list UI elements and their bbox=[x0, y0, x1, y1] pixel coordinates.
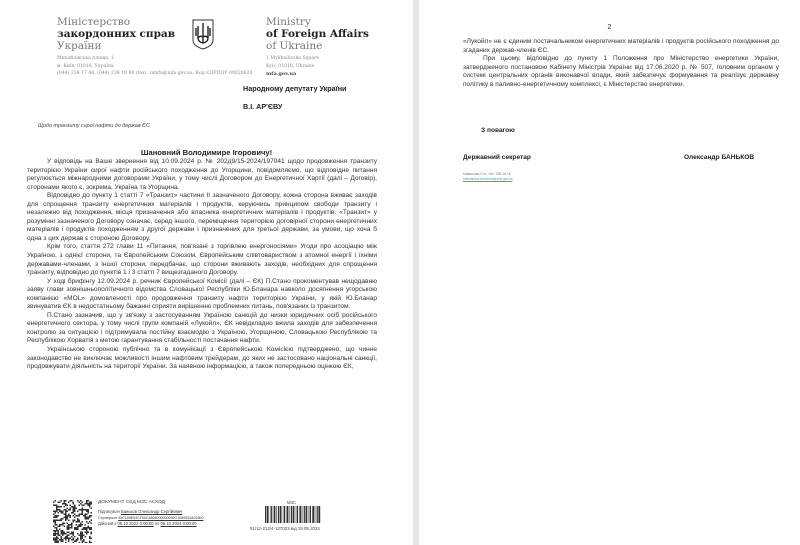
signer-name: Олександр БАНЬКОВ bbox=[684, 154, 755, 161]
paragraph: Крім того, стаття 272 глави 11 «Питання, пов'язані з торгівлею енергоносіями» Угоди про асоціацію між Україною, з однієї сторони, та Європейським Союзом, Європейським співтовариством з атомної енергії і їхніми державами-членами, з іншої сторони, передбачає, що сторони вживають заходів, необхідних для спрощення транзиту, відповідно до пунктів 1 і 3 статті 7 вищезгаданого Договору. bbox=[27, 243, 377, 277]
registration-org: МЗС bbox=[287, 500, 296, 505]
certificate-value: 45C189E53CF00C4804000000036C1080003A01800 bbox=[118, 516, 204, 520]
document-page-2 bbox=[419, 0, 800, 545]
valid-from: 05.10.2022 0:00:00 bbox=[117, 521, 154, 526]
trident-coat-of-arms-icon bbox=[191, 18, 215, 50]
letter-body-page2 bbox=[463, 38, 779, 89]
paragraph: П.Стано зазначив, що у зв'язку з застосуванням Україною санкцій до низки юридичних осіб російського енергетичного сектора, у тому числі групи компаній «Лукойл», ЄК невідкладно вжила заходів для забезпечення контролю за ситуацією і підтримувала постійну взаємодію з Україною, Угорщиною, Словацькою Республікою та Республікою Хорватія з метою гарантування стабільності постачання нафти. bbox=[27, 311, 377, 345]
ministry-name-line2: закордонних справ bbox=[57, 28, 176, 40]
paragraph: Українською стороною публічно та в комунікації з Європейською Комісією підтверджено, що чинне законодавство не виключає можливості іншим нафтовим трейдерам, до яких не застосовано національні санкції, продовжувати діяльність на території України. За наявною інформацією, а також попередньою оцінкою ЄК, bbox=[27, 346, 377, 371]
paragraph: У ході брифінгу 12.09.2024 р. речник Європейської Комісії (далі – ЄК) П.Стано прокоментував нещодавню заяву глави зовнішньополітичного відомства Словацької Республіки Ю.Бланара навколо досягнення угорською компанією «MOL» домовленості про продовження транзиту нафти територією України, у якій Ю.Бланар звинуватив ЄК в недостатньому бажанні сприяти вирішенню проблемних питань, пов'язаних із транзитом. bbox=[27, 277, 377, 311]
certificate-label: Сертифікат bbox=[98, 516, 118, 520]
valid-to-label: по bbox=[154, 521, 160, 526]
greeting: Шановний Володимире Ігоровичу! bbox=[140, 148, 273, 157]
ministry-address-en1: 1 Mykhailivska Square bbox=[266, 56, 320, 61]
ministry-contacts: (044) 238 17 48, (044) 238 18 88 (fax), zsmfa@mfa.gov.ua, Код ЄДРПОУ 00026620 bbox=[57, 71, 253, 77]
ministry-name-en-line2: of Foreign Affairs bbox=[266, 28, 369, 40]
signer-name: Баньков Олександр Сергійович bbox=[120, 509, 183, 514]
valid-to: 05.10.2024 0:00:00 bbox=[160, 521, 197, 526]
executor-info: Ковальова О.А., тел. 238-16-16 bbox=[463, 172, 511, 176]
paragraph: «Лукойл» не є єдиним постачальником енергетичних матеріалів і продуктів російського походження до згаданих держав-членів ЄС. bbox=[463, 38, 779, 54]
e-signature-title: ДОКУМЕНТ СЕД МЗС АСКОД bbox=[98, 500, 165, 505]
qr-code-icon bbox=[53, 500, 92, 543]
letter-subject: Щодо транзиту сирої нафти до держав ЄС bbox=[38, 123, 150, 129]
paragraph: Відповідно до пункту 1 статті 7 «Транзит» частини ІІ зазначеного Договору, кожна сторона вживає заходів для спрощення транзиту енергетичних матеріалів і продуктів, керуючись принципом свободи транзиту і незалежно від походження, місця призначення або власника енергетичних матеріалів і продуктів. «Транзит» у розумінні зазначеного Договору означає, серед іншого, переміщення територією договірної сторони енергетичних матеріалів і продуктів походженням з другої держави і призначених для третьої держави, за умови, що хоча б одна з цих держав є стороною Договору. bbox=[27, 192, 377, 242]
ministry-website: mfa.gov.ua bbox=[266, 71, 297, 78]
paragraph: При цьому, відповідно до пункту 1 Положення про Міністерство енергетики України, затвердженого постановою Кабінету Міністрів України від 17.06.2020 р. № 507, головним органом у системі центральних органів виконавчої влади, який забезпечує формування та реалізує державну політику в паливно-енергетичному комплексі, є Міністерство енергетики. bbox=[463, 55, 779, 88]
page-number: 2 bbox=[607, 24, 612, 31]
valid-from-label: Дійсний з bbox=[98, 521, 117, 526]
ministry-name-en-line3: of Ukraine bbox=[266, 40, 323, 52]
ministry-name-line1: Міністерство bbox=[57, 16, 131, 28]
closing: З повагою bbox=[481, 127, 515, 134]
ministry-address1: Михайлівська площа, 1 bbox=[57, 56, 114, 61]
registration-number: 51/12-212/4-127023 від 19.09.2024 bbox=[250, 526, 320, 531]
ministry-address-en2: Kyiv, 01018, Ukraine bbox=[266, 63, 315, 69]
letterhead-english bbox=[266, 16, 406, 78]
validity-line bbox=[98, 521, 203, 527]
e-signature-block bbox=[98, 500, 203, 527]
executor-email[interactable]: oleksandra.kovalova@mfa.gov.ua bbox=[463, 176, 513, 181]
paragraph: У відповідь на Ваше звернення від 10.09.2024 р. № 202д9/15-2024/197041 щодо продовження транзиту територією України сирої нафти російського походження до Угорщини, повідомляємо, що відповідне питання регулюється міжнародними договорами України, у тому числі Договором до Енергетичної Хартії (далі – Договір), сторонами якого є, зокрема, Україна та Угорщина. bbox=[27, 158, 377, 191]
addressee-title: Народному депутату України bbox=[243, 84, 347, 93]
letter-body-page1 bbox=[27, 158, 377, 372]
signer-label: Підписувач bbox=[98, 509, 120, 514]
addressee-name: В.І. АР'ЄВУ bbox=[243, 102, 283, 111]
executor-block bbox=[463, 172, 512, 181]
ministry-name-line3: України bbox=[57, 40, 102, 52]
barcode-icon bbox=[265, 506, 321, 523]
signer-position: Державний секретар bbox=[463, 154, 531, 161]
ministry-name-en-line1: Ministry bbox=[266, 16, 311, 28]
ministry-address2: м. Київ, 01018, Україна bbox=[57, 63, 114, 69]
